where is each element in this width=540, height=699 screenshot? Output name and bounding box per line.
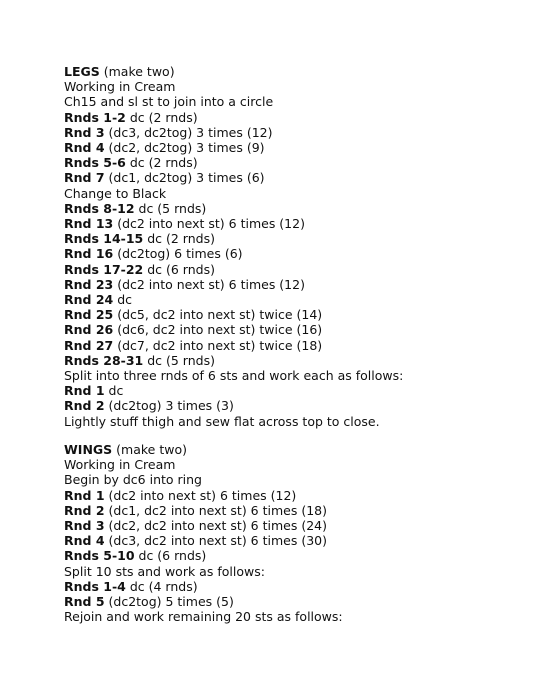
wings-heading-note: (make two) [112,442,187,457]
round-label: Rnds 8-12 [64,200,135,216]
legs-instruction-line [64,277,403,292]
legs-instruction-line [64,368,403,383]
legs-instruction-line [64,201,403,216]
legs-instruction-line [64,125,403,140]
legs-instruction-line [64,383,403,398]
instruction-text: (dc2, dc2 into next st) 6 times (24) [104,518,327,534]
legs-instruction-line [64,216,403,231]
instruction-text: Rejoin and work remaining 20 sts as follows: [64,609,343,625]
legs-instructions [64,79,403,429]
instruction-text: dc [113,292,132,308]
legs-instruction-line [64,94,403,109]
wings-instruction-line [64,548,343,563]
legs-heading-title: LEGS [64,64,100,79]
round-label: Rnd 5 [64,594,105,610]
round-label: Rnd 27 [64,337,114,353]
instruction-text: (dc2 into next st) 6 times (12) [113,276,305,292]
legs-instruction-line [64,414,403,429]
round-label: Rnd 2 [64,398,105,414]
instruction-text: (dc2tog) 3 times (3) [104,398,234,414]
legs-heading [64,64,403,79]
round-label: Rnd 23 [64,276,114,292]
round-label: Rnd 25 [64,307,114,323]
wings-instruction-line [64,472,343,487]
instruction-text: Lightly stuff thigh and sew flat across top to close. [64,413,380,429]
legs-instruction-line [64,186,403,201]
round-label: Rnds 5-10 [64,548,135,564]
round-label: Rnd 1 [64,383,105,399]
round-label: Rnd 4 [64,140,105,156]
wings-instruction-line [64,564,343,579]
instruction-text: Working in Cream [64,457,176,473]
round-label: Rnds 14-15 [64,231,144,247]
wings-heading-title: WINGS [64,442,113,457]
instruction-text: dc (2 rnds) [125,155,198,171]
instruction-text: (dc3, dc2tog) 3 times (12) [104,124,273,140]
round-label: Rnds 1-4 [64,578,126,594]
legs-instruction-line [64,246,403,261]
instruction-text: Split into three rnds of 6 sts and work each as follows: [64,368,404,384]
instruction-text: dc [104,383,124,399]
instruction-text: dc (2 rnds) [143,231,215,247]
instruction-text: Ch15 and sl st to join into a circle [64,94,274,110]
instruction-text: (dc2tog) 6 times (6) [113,246,243,262]
round-label: Rnds 1-2 [64,109,126,125]
instruction-text: Change to Black [64,185,167,201]
legs-instruction-line [64,170,403,185]
legs-instruction-line [64,322,403,337]
wings-instruction-line [64,518,343,533]
round-label: Rnd 3 [64,518,105,534]
wings-heading [64,442,343,457]
round-label: Rnd 4 [64,533,105,549]
instruction-text: (dc1, dc2 into next st) 6 times (18) [104,502,327,518]
instruction-text: (dc2tog) 5 times (5) [104,594,234,610]
instruction-text: (dc2 into next st) 6 times (12) [113,216,305,232]
legs-instruction-line [64,262,403,277]
legs-instruction-line [64,110,403,125]
wings-instruction-line [64,579,343,594]
instruction-text: dc (4 rnds) [125,578,198,594]
round-label: Rnd 2 [64,502,105,518]
wings-instruction-line [64,609,343,624]
legs-instruction-line [64,307,403,322]
wings-instruction-line [64,503,343,518]
instruction-text: (dc2, dc2tog) 3 times (9) [104,140,265,156]
round-label: Rnd 24 [64,292,114,308]
round-label: Rnds 17-22 [64,261,144,277]
legs-instruction-line [64,398,403,413]
round-label: Rnd 13 [64,216,114,232]
legs-instruction-line [64,79,403,94]
wings-instruction-line [64,594,343,609]
instruction-text: (dc5, dc2 into next st) twice (14) [113,307,323,323]
instruction-text: dc (6 rnds) [134,548,207,564]
legs-section [64,64,403,429]
instruction-text: Split 10 sts and work as follows: [64,563,265,579]
instruction-text: dc (2 rnds) [125,109,198,125]
instruction-text: (dc6, dc2 into next st) twice (16) [113,322,323,338]
wings-instruction-line [64,457,343,472]
instruction-text: (dc1, dc2tog) 3 times (6) [104,170,265,186]
round-label: Rnds 28-31 [64,352,144,368]
instruction-text: dc (6 rnds) [143,261,215,277]
instruction-text: dc (5 rnds) [134,200,207,216]
instruction-text: Begin by dc6 into ring [64,472,202,488]
round-label: Rnds 5-6 [64,155,126,171]
legs-instruction-line [64,353,403,368]
round-label: Rnd 7 [64,170,105,186]
instruction-text: (dc7, dc2 into next st) twice (18) [113,337,323,353]
round-label: Rnd 3 [64,124,105,140]
instruction-text: dc (5 rnds) [143,352,215,368]
legs-instruction-line [64,231,403,246]
round-label: Rnd 1 [64,487,105,503]
instruction-text: (dc3, dc2 into next st) 6 times (30) [104,533,327,549]
instruction-text: Working in Cream [64,79,176,95]
wings-instruction-line [64,533,343,548]
legs-instruction-line [64,140,403,155]
legs-heading-note: (make two) [99,64,175,79]
round-label: Rnd 26 [64,322,114,338]
legs-instruction-line [64,155,403,170]
wings-instruction-line [64,488,343,503]
wings-instructions [64,457,343,624]
wings-section [64,442,343,624]
instruction-text: (dc2 into next st) 6 times (12) [104,487,297,503]
legs-instruction-line [64,292,403,307]
legs-instruction-line [64,338,403,353]
round-label: Rnd 16 [64,246,114,262]
